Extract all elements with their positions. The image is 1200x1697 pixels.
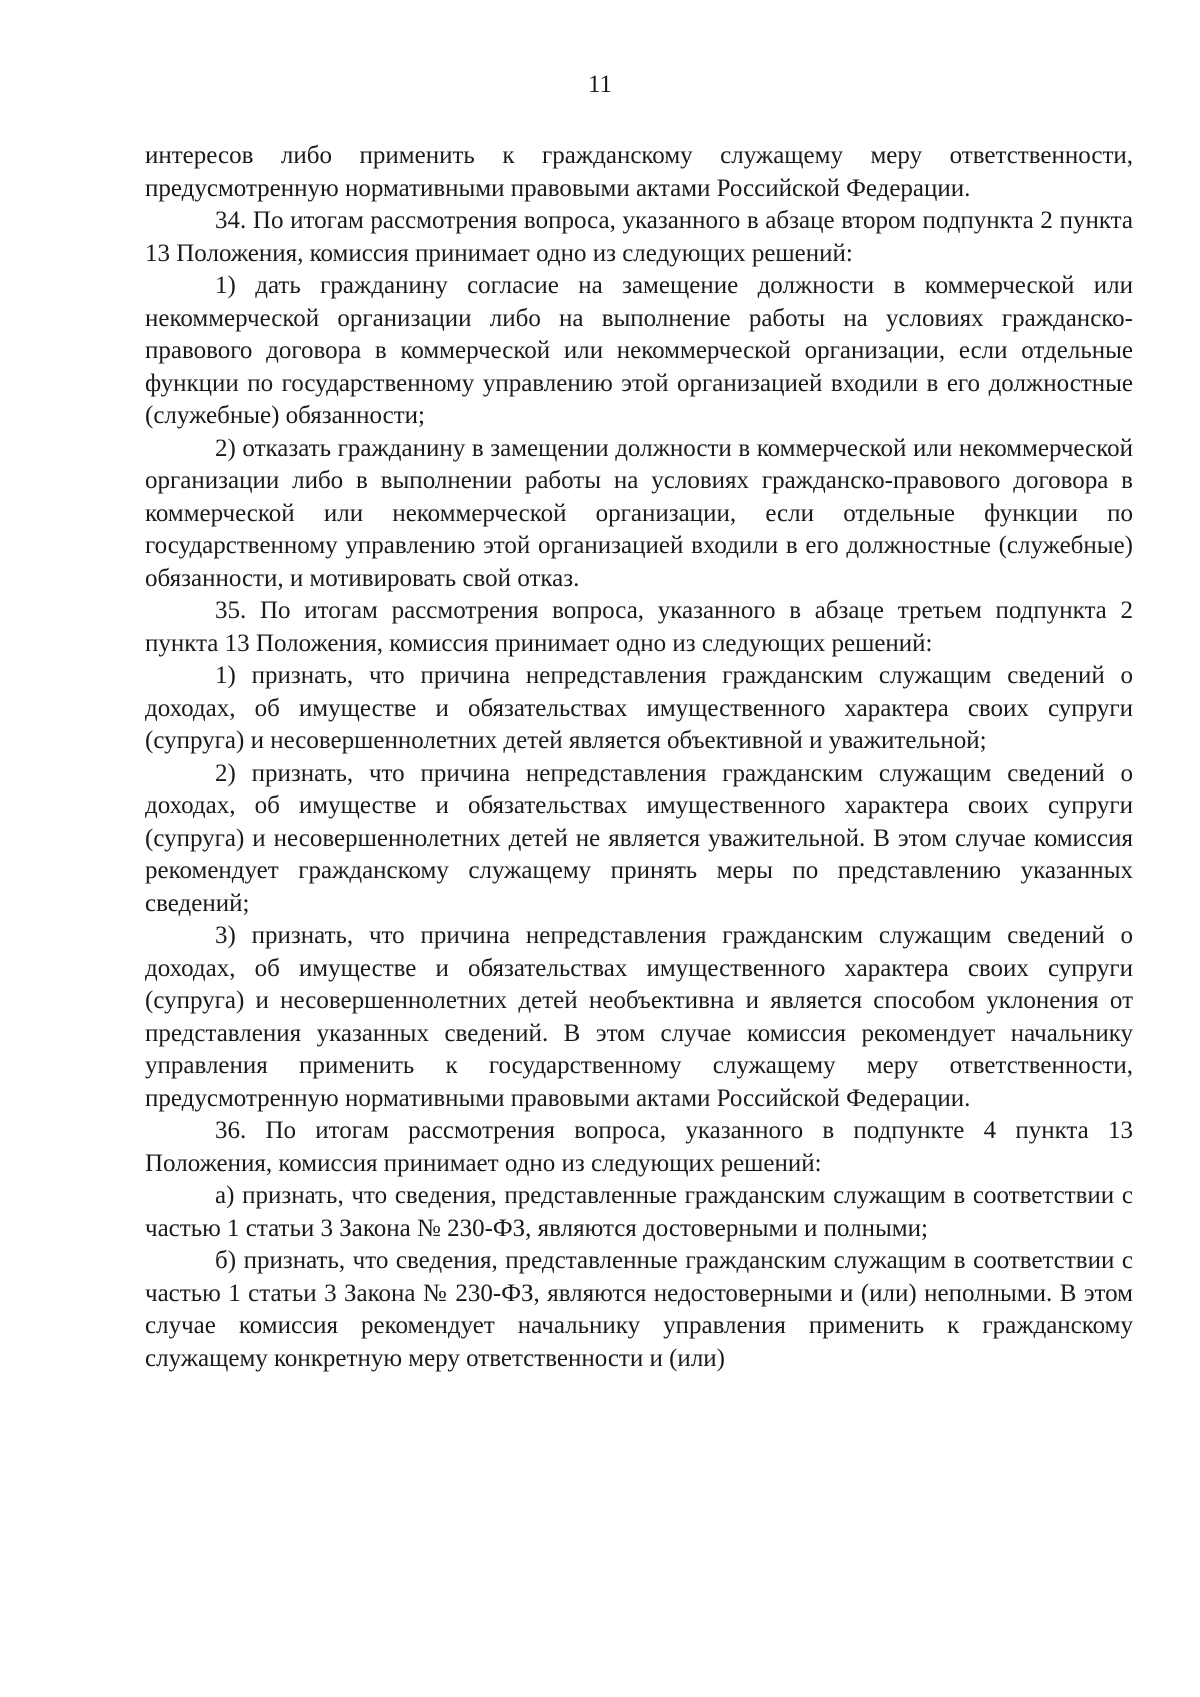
document-body <box>145 140 1133 1375</box>
paragraph-34-sub-2: 2) отказать гражданину в замещении должности в коммерческой или некоммерческой организации либо в выполнении работы на условиях гражданско-правового договора в коммерческой или некоммерческой организации, если отдельные функции по государственному управлению этой организацией входили в его должностные (служебные) обязанности, и мотивировать свой отказ. <box>145 434 1133 592</box>
paragraph-36-sub-a: а) признать, что сведения, представленные гражданским служащим в соответствии с частью 1 статьи 3 Закона № 230-ФЗ, являются достоверными и полными; <box>145 1182 1133 1242</box>
paragraph-continuation: интересов либо применить к гражданскому служащему меру ответственности, предусмотренную нормативными правовыми актами Российской Федерации. <box>145 142 1133 202</box>
paragraph-item-34: 34. По итогам рассмотрения вопроса, указанного в абзаце втором подпункта 2 пункта 13 Положения, комиссия принимает одно из следующих решений: <box>145 207 1133 267</box>
paragraph-34-sub-1: 1) дать гражданину согласие на замещение должности в коммерческой или некоммерческой организации либо на выполнение работы на условиях гражданско-правового договора в коммерческой или некоммерческой организации, если отдельные функции по государственному управлению этой организацией входили в его должностные (служебные) обязанности; <box>145 272 1133 429</box>
paragraph-36-sub-b: б) признать, что сведения, представленные гражданским служащим в соответствии с частью 1 статьи 3 Закона № 230-ФЗ, являются недостоверными и (или) неполными. В этом случае комиссия рекомендует начальнику управления применить к гражданскому служащему конкретную меру ответственности и (или) <box>145 1247 1133 1372</box>
paragraph-item-36: 36. По итогам рассмотрения вопроса, указанного в подпункте 4 пункта 13 Положения, комиссия принимает одно из следующих решений: <box>145 1117 1133 1177</box>
paragraph-35-sub-2: 2) признать, что причина непредставления гражданским служащим сведений о доходах, об имуществе и обязательствах имущественного характера своих супруги (супруга) и несовершеннолетних детей не является уважительной. В этом случае комиссия рекомендует гражданскому служащему принять меры по представлению указанных сведений; <box>145 759 1133 917</box>
paragraph-35-sub-3: 3) признать, что причина непредставления гражданским служащим сведений о доходах, об имуществе и обязательствах имущественного характера своих супруги (супруга) и несовершеннолетних детей необъективна и является способом уклонения от представления указанных сведений. В этом случае комиссия рекомендует начальнику управления применить к государственному служащему меру ответственности, предусмотренную нормативными правовыми актами Российской Федерации. <box>145 922 1133 1112</box>
paragraph-item-35: 35. По итогам рассмотрения вопроса, указанного в абзаце третьем подпункта 2 пункта 13 Положения, комиссия принимает одно из следующих решений: <box>145 597 1133 657</box>
paragraph-35-sub-1: 1) признать, что причина непредставления гражданским служащим сведений о доходах, об имуществе и обязательствах имущественного характера своих супруги (супруга) и несовершеннолетних детей является объективной и уважительной; <box>145 662 1133 754</box>
page-number: 11 <box>587 71 613 98</box>
